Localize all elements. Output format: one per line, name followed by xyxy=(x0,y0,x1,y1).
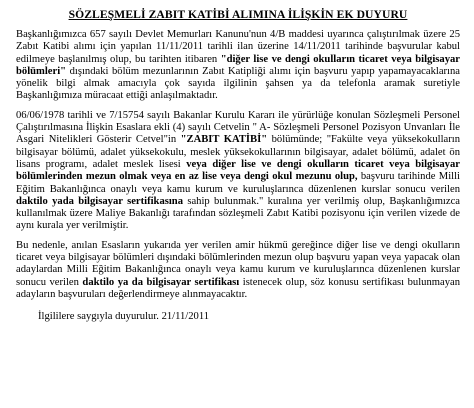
paragraph-3-text-1: Bu nedenle, anılan Esasların yukarıda yer verilen amir hükmü gereğince diğer lise ve dengi okulların ticaret veya bilgisayar bölümleri dışındaki bölümlerinden mezun olup başvuru yapan veya yapacak olan adaylardan Milli Eğitim Bakanlığınca onaylı veya kamu kurum ve kuruluşlarınca düzenlenen kurslar sonucu verilen xyxy=(16,239,460,288)
paragraph-2-bold-2: veya diğer lise ve dengi okulların ticaret veya bilgisayar bölümlerinden mezun olmak veya en az lise veya dengi okul mezunu olup, xyxy=(16,158,460,183)
paragraph-3-text-2: istenecek olup, söz konusu sertifikası bulunmayan adayların başvuruları değerlendirmeye alınmayacaktır. xyxy=(16,276,460,300)
paragraph-1-bold-1: "diğer lise ve dengi okulların ticaret veya bilgisayar bölümleri" xyxy=(16,53,460,77)
paragraph-2-bold-1: "ZABIT KATİBİ" xyxy=(180,134,268,146)
paragraph-2-text-2: bölümünde; "Fakülte veya yüksekokulların bilgisayar bölümü, adalet yüksekokulu, meslek yüksekokullarının bilgisayar, adalet bölümü, adalet ön lisans programı, adalet meslek lisesi xyxy=(16,134,460,170)
paragraph-3-bold-1: daktilo ya da bilgisayar sertifikası xyxy=(82,276,240,288)
paragraph-2-bold-3: daktilo yada bilgisayar sertifikasına xyxy=(16,195,183,207)
paragraph-1-text-2: dışındaki bölüm mezunlarının Zabıt Katipliği alımı için başvuru yapıp yapamayacaklarına yönelik bilgi almak amacıyla çok sayıda ilgilinin şahsen ya da telefonla aramak suretiyle Başkanlığımıza müracaat ettiği anlaşılmaktadır. xyxy=(16,65,460,102)
paragraph-1-text-1: Başkanlığımızca 657 sayılı Devlet Memurları Kanunu'nun 4/B maddesi uyarınca çalıştırılmak üzere 25 Zabıt Katibi alımı için yapılan 11/11/2011 tarihli ilan üzerine 14/11/2011 tarihinde başvurular kabul edilmeye başlanılmış olup, bu tarihten itibaren xyxy=(16,29,460,65)
paragraph-2-text-1: 06/06/1978 tarihli ve 7/15754 sayılı Bakanlar Kurulu Kararı ile yürürlüğe konulan Sözleşmeli Personel Çalıştırılmasına İlişkin Esaslara ekli (4) sayılı Cetvelin " A- Sözleşmeli Personel Pozisyon Unvanları İle Asgari Nitelikleri Gösterir Cetvel"in xyxy=(16,109,460,146)
paragraph-2 xyxy=(16,110,460,233)
paragraph-3 xyxy=(16,240,460,301)
closing-line: İlgililere saygıyla duyurulur. 21/11/2011 xyxy=(38,311,210,323)
document-title: SÖZLEŞMELİ ZABIT KATİBİ ALIMINA İLİŞKİN EK DUYURU xyxy=(68,8,408,21)
paragraph-2-text-4: sahip bulunmak." kuralına yer verilmiş olup, Başkanlığımızca kullanılmak üzere Maliye Bakanlığı tarafından sözleşmeli Zabıt Katibi pozisyonu için verilen vizede de aynı kurala yer verilmiştir. xyxy=(16,195,460,232)
paragraph-1 xyxy=(16,29,460,103)
paragraph-2-text-3: başvuru tarihinde Milli Eğitim Bakanlığınca onaylı veya kamu kurum ve kuruluşlarınca düzenlenen kurslar sonucu verilen xyxy=(16,171,460,195)
